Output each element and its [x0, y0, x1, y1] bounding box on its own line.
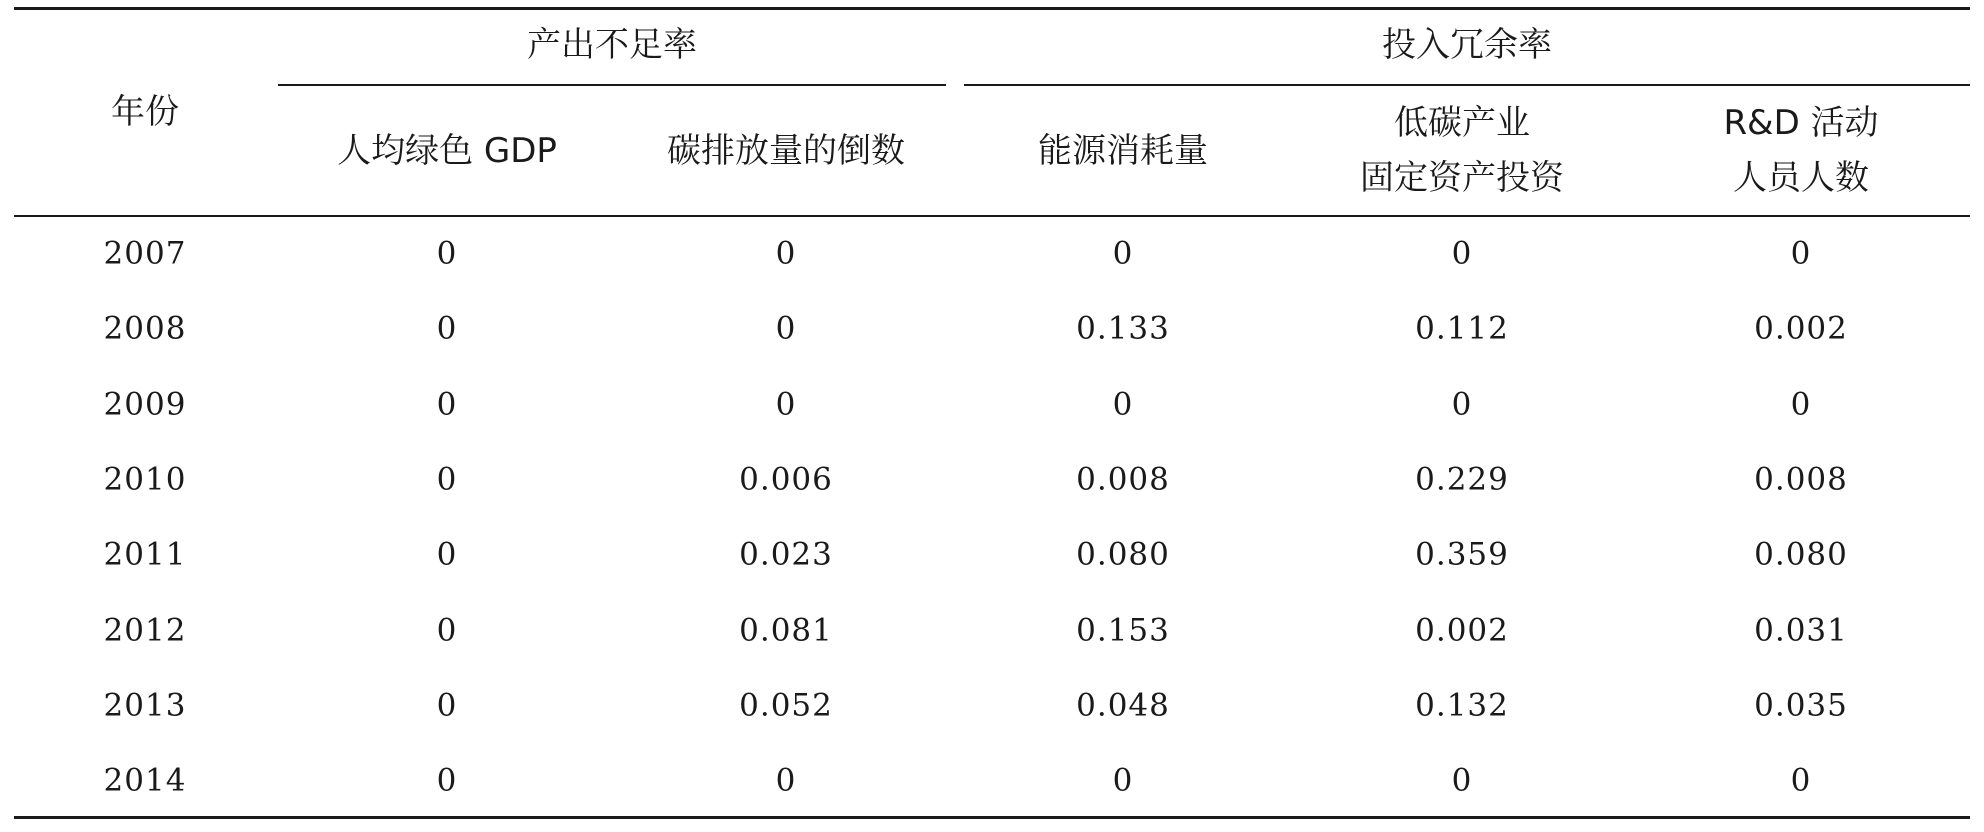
row-year-cell: 2011 [103, 536, 187, 573]
row-year-cell: 2014 [103, 762, 187, 799]
table-cell: 0 [775, 386, 797, 423]
column-header-label-line2: 人员人数 [1733, 158, 1869, 198]
table-cell: 0.008 [1076, 461, 1170, 498]
row-year-cell: 2007 [103, 235, 187, 272]
table-top-rule [14, 7, 1970, 10]
table-cell: 0 [436, 461, 458, 498]
table-bottom-rule [14, 816, 1970, 819]
table-cell: 0.035 [1754, 687, 1848, 724]
table-cell: 0.031 [1754, 612, 1848, 648]
table-cell: 0 [1112, 386, 1134, 423]
table-cell: 0 [1451, 386, 1473, 423]
table-cell: 0 [436, 612, 458, 648]
table-cell: 0 [436, 235, 458, 272]
table-cell: 0.133 [1076, 310, 1170, 347]
group-header-input-redundancy: 投入冗余率 [1382, 25, 1552, 65]
table-cell: 0 [436, 536, 458, 573]
table-cell: 0.229 [1415, 461, 1509, 498]
table-cell: 0 [436, 310, 458, 347]
table-cell: 0 [775, 310, 797, 347]
column-header-label-line2: 固定资产投资 [1360, 158, 1564, 198]
table-cell: 0 [1790, 386, 1812, 423]
table-cell: 0 [436, 762, 458, 799]
table-cell: 0.112 [1415, 310, 1509, 347]
table-cell: 0.132 [1415, 687, 1509, 724]
table-cell: 0 [1112, 235, 1134, 272]
row-year-cell: 2008 [103, 310, 187, 347]
group-rule-input [964, 84, 1970, 86]
column-header-carbon-reciprocal [667, 131, 905, 171]
row-year-cell: 2010 [103, 461, 187, 498]
column-header-green-gdp [337, 131, 557, 171]
table-cell: 0.080 [1754, 536, 1848, 573]
row-year-cell: 2013 [103, 687, 187, 724]
table-cell: 0.048 [1076, 687, 1170, 724]
column-header-lowcarbon-investment [1360, 96, 1564, 206]
column-header-label-line1: R&D 活动 [1723, 103, 1879, 143]
table-cell: 0.002 [1754, 310, 1848, 347]
group-rule-output [278, 84, 946, 86]
year-header: 年份 [111, 92, 179, 132]
column-header-rd-personnel [1723, 96, 1878, 206]
table-cell: 0.080 [1076, 536, 1170, 573]
column-header-label: 碳排放量的倒数 [667, 131, 905, 171]
row-year-cell: 2009 [103, 386, 187, 423]
table-cell: 0.023 [739, 536, 833, 573]
column-header-label: 能源消耗量 [1038, 131, 1208, 171]
table-cell: 0 [1112, 762, 1134, 799]
table-header-rule [14, 215, 1970, 217]
table-cell: 0.359 [1415, 536, 1509, 573]
column-header-label-line1: 低碳产业 [1394, 103, 1530, 143]
table-cell: 0 [436, 687, 458, 724]
table-cell: 0.006 [739, 461, 833, 498]
table-cell: 0 [1451, 762, 1473, 799]
group-header-output-shortfall: 产出不足率 [527, 25, 697, 65]
table-cell: 0 [1790, 762, 1812, 799]
table-cell: 0.081 [739, 612, 833, 648]
table-cell: 0.002 [1415, 612, 1509, 648]
row-year-cell: 2012 [103, 612, 187, 648]
table-cell: 0.153 [1076, 612, 1170, 648]
table-cell: 0 [775, 235, 797, 272]
table-cell: 0 [1451, 235, 1473, 272]
table-cell: 0 [1790, 235, 1812, 272]
table-cell: 0 [775, 762, 797, 799]
table-cell: 0 [436, 386, 458, 423]
column-header-label: 人均绿色 GDP [337, 131, 557, 171]
table-cell: 0.008 [1754, 461, 1848, 498]
column-header-energy [1038, 131, 1208, 171]
table-cell: 0.052 [739, 687, 833, 724]
